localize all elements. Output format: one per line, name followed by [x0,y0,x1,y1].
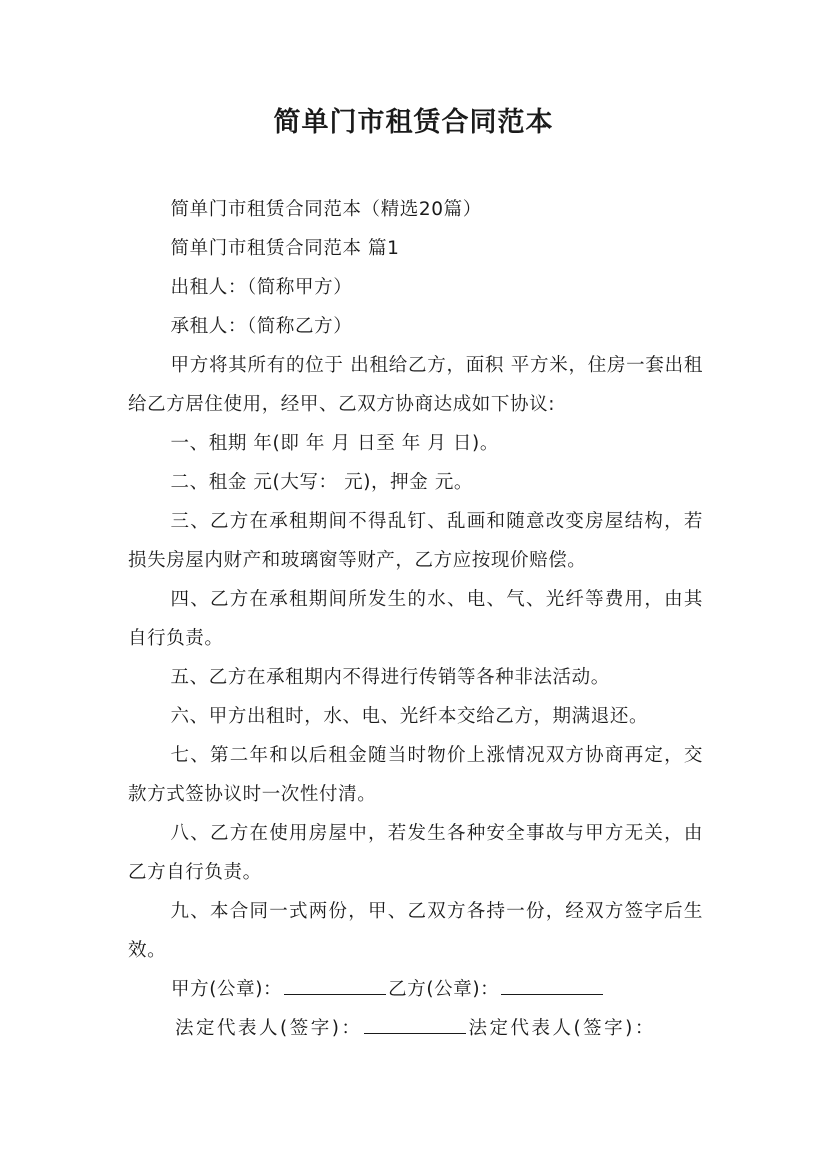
paragraph-lessor: 出租人：（简称甲方） [170,277,353,298]
clause-rent: 二、租金 元(大写： 元)，押金 元。 [170,472,474,493]
document-body [128,190,703,1048]
clause-handover: 六、甲方出租时，水、电、光纤本交给乙方，期满退还。 [170,706,649,727]
paragraph-section-heading: 简单门市租赁合同范本 篇1 [170,238,400,259]
party-b-seal-blank [501,974,603,995]
party-b-seal-label: 乙方(公章)： [388,979,500,1000]
paragraph-intro: 甲方将其所有的位于 出租给乙方，面积 平方米，住房一套出租给乙方居住使用，经甲、乙双方协商达成如下协议: [128,355,703,415]
clause-safety: 八、乙方在使用房屋中，若发生各种安全事故与甲方无关，由乙方自行负责。 [128,823,703,883]
document-title: 简单门市租赁合同范本 [273,107,554,138]
paragraph-lessee: 承租人：（简称乙方） [170,316,353,337]
clause-rent-adjustment: 七、第二年和以后租金随当时物价上涨情况双方协商再定，交款方式签协议时一次性付清。 [128,745,703,805]
clause-illegal-activity: 五、乙方在承租期内不得进行传销等各种非法活动。 [170,667,610,688]
clause-utilities: 四、乙方在承租期间所发生的水、电、气、光纤等费用，由其自行负责。 [128,589,703,649]
signature-seal-line [128,970,703,1009]
rep-b-label: 法定代表人(签字)： [468,1018,656,1039]
party-a-seal-label: 甲方(公章)： [171,979,283,1000]
clause-term: 一、租期 年(即 年 月 日至 年 月 日)。 [170,433,499,454]
rep-a-blank [364,1013,466,1034]
signature-representative-line [128,1009,703,1048]
party-a-seal-blank [284,974,386,995]
clause-structure: 三、乙方在承租期间不得乱钉、乱画和随意改变房屋结构，若损失房屋内财产和玻璃窗等财产，乙方应按现价赔偿。 [128,511,703,571]
clause-copies: 九、本合同一式两份，甲、乙双方各持一份，经双方签字后生效。 [128,901,703,961]
paragraph-subtitle: 简单门市租赁合同范本（精选20篇） [170,199,482,220]
rep-a-label: 法定代表人(签字)： [175,1018,363,1039]
